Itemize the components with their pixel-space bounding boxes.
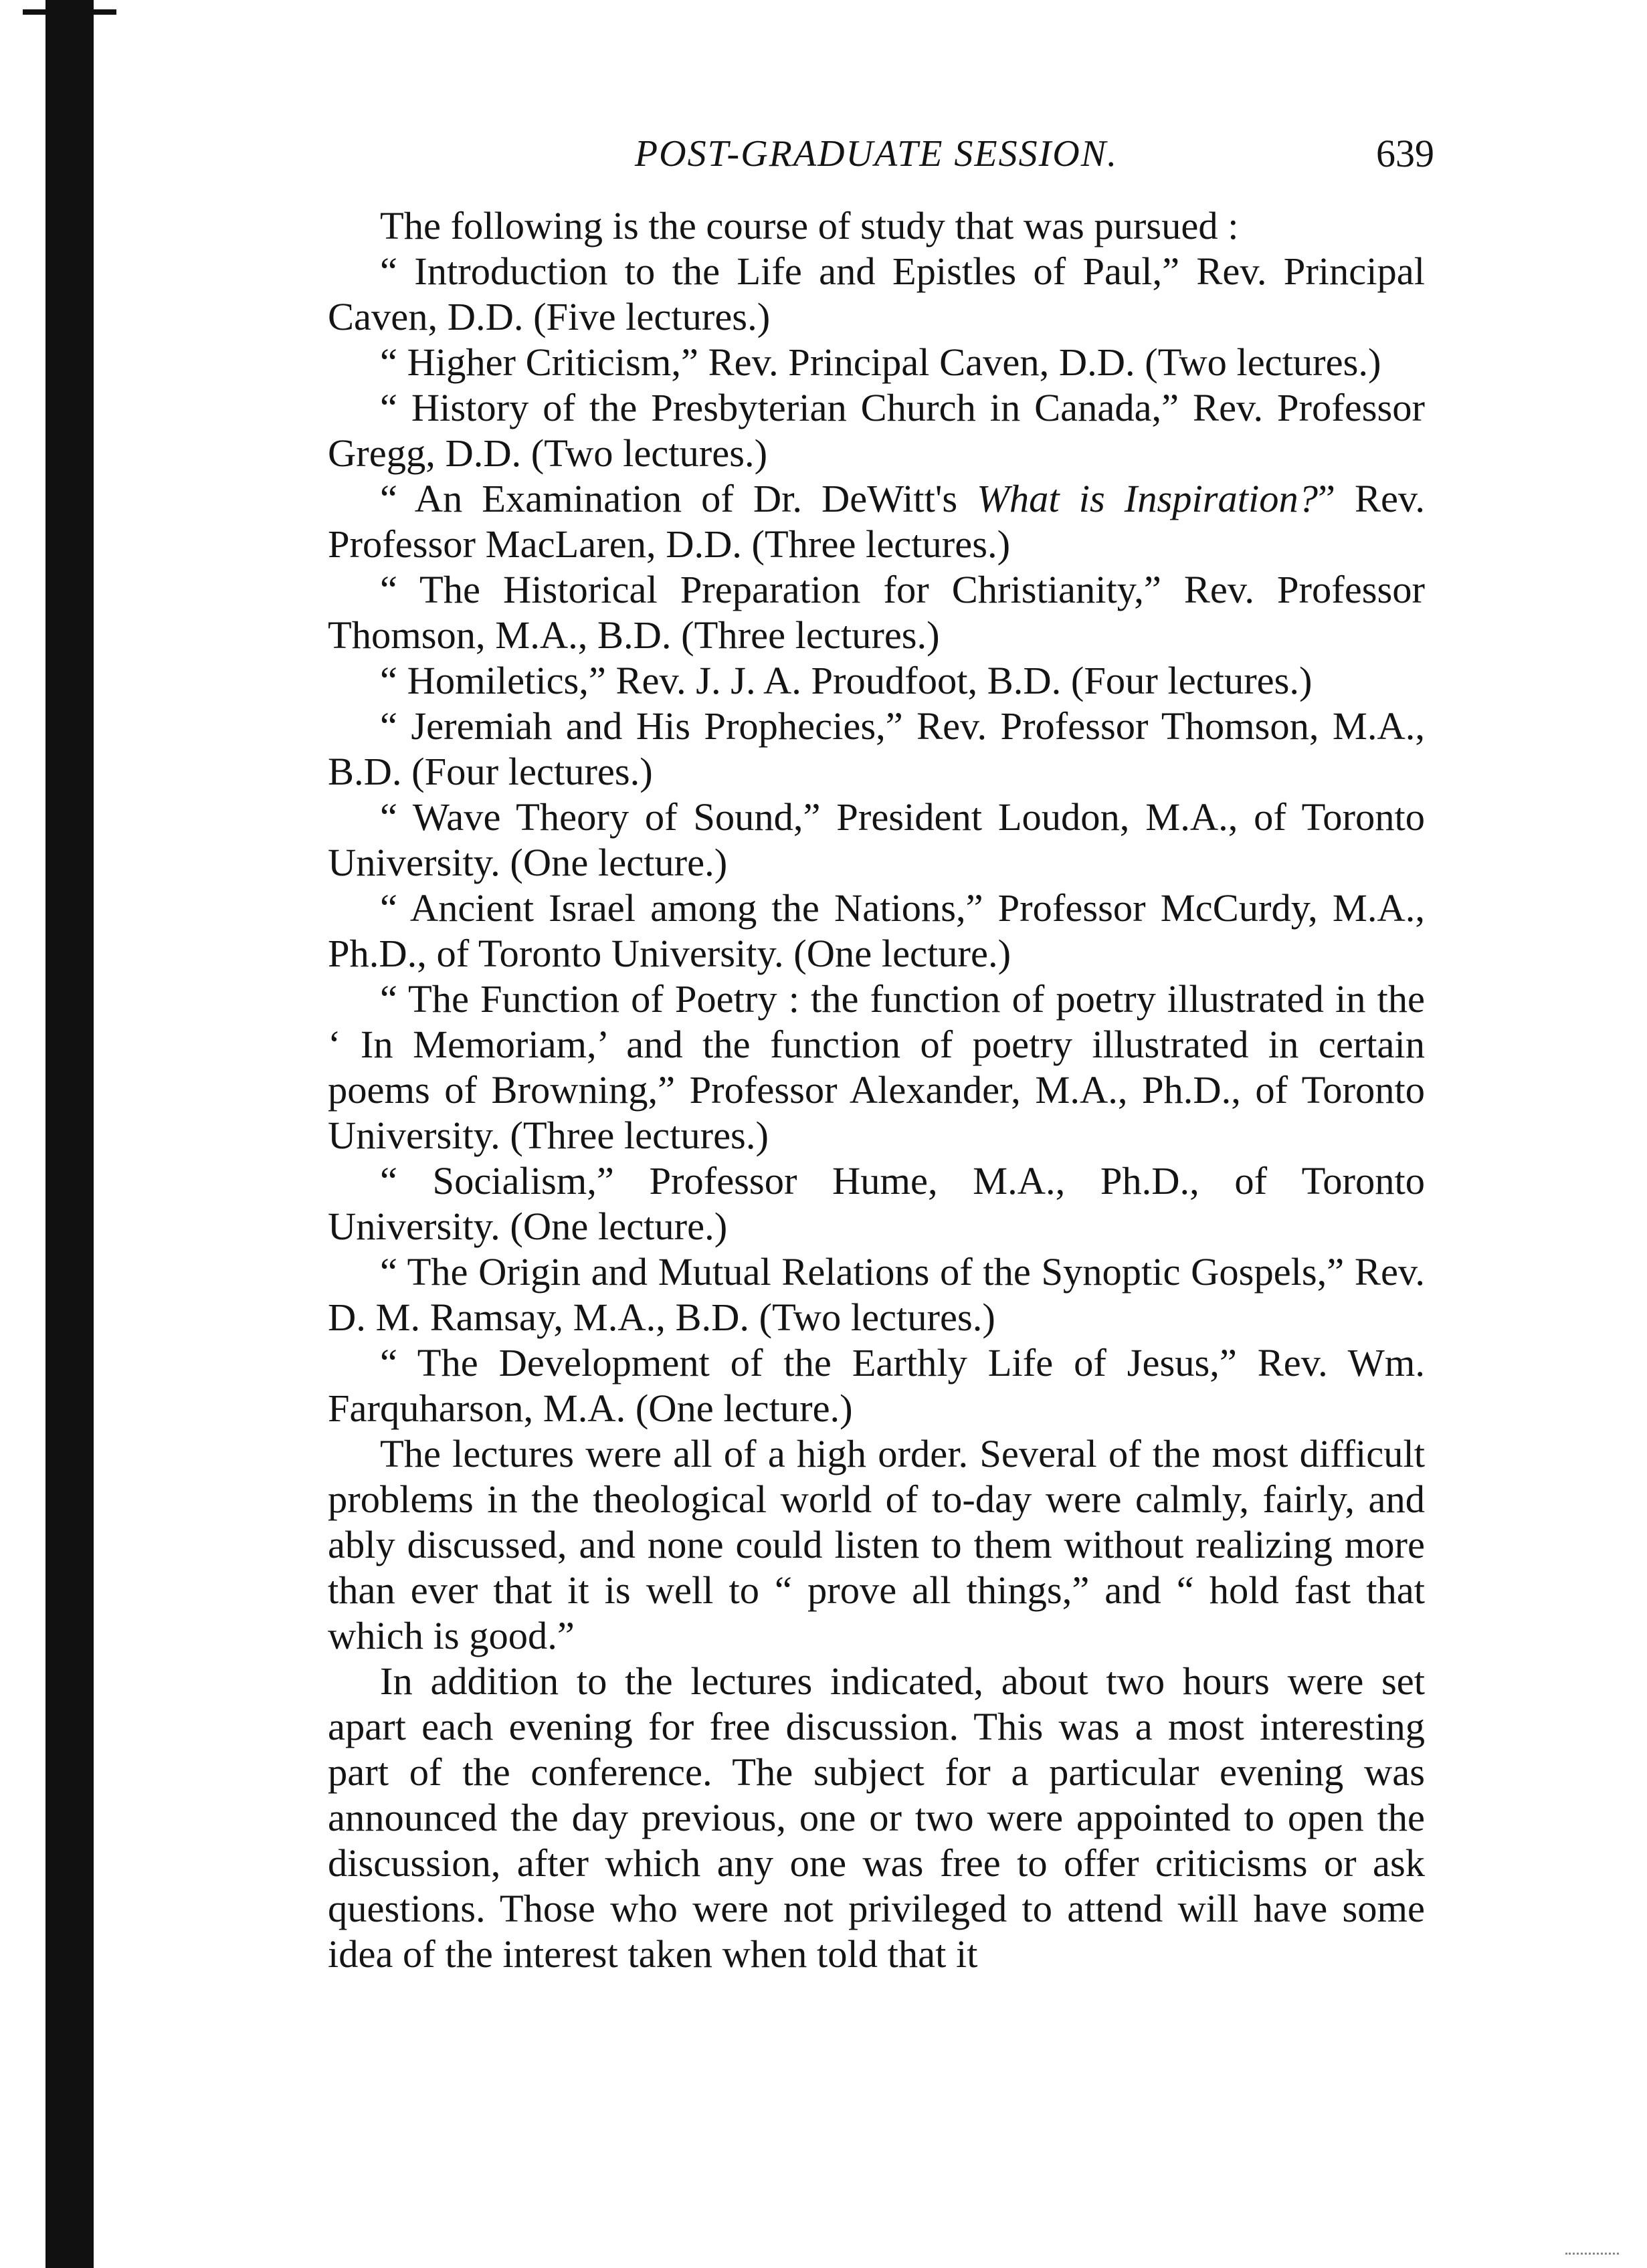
lecture-item: “ Ancient Israel among the Nations,” Professor McCurdy, M.A., Ph.D., of Toronto University. (One lecture.) bbox=[328, 886, 1425, 975]
lecture-text: ” Rev. Professor MacLaren, D.D. (Three lectures.) bbox=[328, 477, 1426, 566]
lecture-text: “ An Examination of Dr. DeWitt's bbox=[380, 477, 958, 520]
lecture-item bbox=[328, 476, 1425, 567]
intro-paragraph: The following is the course of study that was pursued : bbox=[380, 204, 1239, 247]
lecture-item: “ Jeremiah and His Prophecies,” Rev. Professor Thomson, M.A., B.D. (Four lectures.) bbox=[328, 704, 1425, 793]
running-head: POST-GRADUATE SESSION. bbox=[634, 133, 1119, 175]
lecture-item: “ The Development of the Earthly Life of Jesus,” Rev. Wm. Farquharson, M.A. (One lecture.) bbox=[328, 1341, 1425, 1430]
lecture-item: “ Higher Criticism,” Rev. Principal Caven, D.D. (Two lectures.) bbox=[380, 340, 1381, 384]
discussion-paragraph: In addition to the lectures indicated, about two hours were set apart each evening for free discussion. This was a most interesting part of the conference. The subject for a particular evening was announced the day previous, one or two were appointed to open the discussion, after which any one was free to offer criticisms or ask questions. Those who were not privileged to attend will have some idea of the interest taken when told that it bbox=[328, 1659, 1425, 1976]
lecture-item: “ Homiletics,” Rev. J. J. A. Proudfoot, B.D. (Four lectures.) bbox=[380, 659, 1313, 702]
page-number: 639 bbox=[1376, 132, 1434, 175]
book-page bbox=[328, 127, 1434, 1977]
lecture-item: “ The Origin and Mutual Relations of the Synoptic Gospels,” Rev. D. M. Ramsay, M.A., B.D. (Two lectures.) bbox=[328, 1250, 1425, 1339]
lecture-item: “ Introduction to the Life and Epistles of Paul,” Rev. Principal Caven, D.D. (Five lectures.) bbox=[328, 249, 1425, 338]
lecture-item: “ Wave Theory of Sound,” President Loudon, M.A., of Toronto University. (One lecture.) bbox=[328, 795, 1425, 884]
lecture-item: “ History of the Presbyterian Church in Canada,” Rev. Professor Gregg, D.D. (Two lectures.) bbox=[328, 386, 1425, 475]
quality-paragraph: The lectures were all of a high order. Several of the most difficult problems in the theological world of to-day were calmly, fairly, and ably discussed, and none could listen to them without realizing more than ever that it is well to “ prove all things,” and “ hold fast that which is good.” bbox=[328, 1432, 1425, 1657]
lecture-item: “ The Function of Poetry : the function of poetry illustrated in the ‘ In Memoriam,’ and the function of poetry illustrated in certain poems of Browning,” Professor Alexander, M.A., Ph.D., of Toronto University. (Three lectures.) bbox=[328, 977, 1425, 1157]
body-text bbox=[328, 203, 1425, 1977]
page-binding-edge bbox=[45, 0, 94, 2268]
page-corner-marks bbox=[1565, 2253, 1619, 2259]
lecture-item: “ The Historical Preparation for Christianity,” Rev. Professor Thomson, M.A., B.D. (Three lectures.) bbox=[328, 568, 1425, 657]
book-title: What is Inspiration? bbox=[977, 477, 1318, 520]
page-header bbox=[328, 127, 1434, 181]
binding-tick-mark bbox=[23, 9, 116, 15]
lecture-item: “ Socialism,” Professor Hume, M.A., Ph.D., of Toronto University. (One lecture.) bbox=[328, 1159, 1425, 1248]
